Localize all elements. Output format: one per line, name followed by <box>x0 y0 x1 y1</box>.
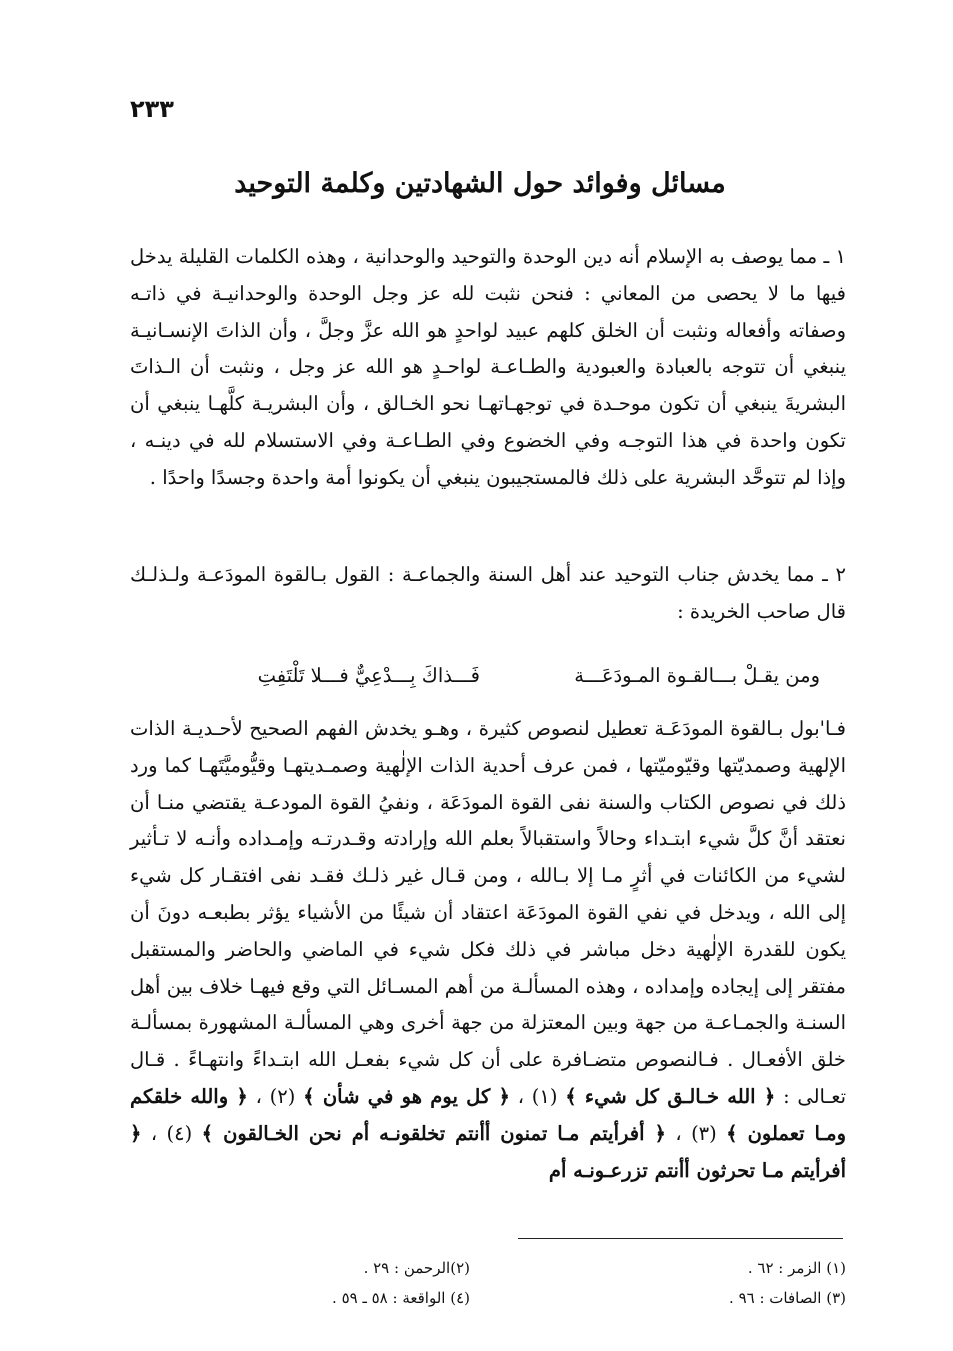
paragraph-3-text: فـا'بول بـالقوة المودَعَـة تعطيل لنصوص كثيرة ، وهـو يخدش الفهم الصحيح لأحـديـة الذات الإلهية وصمديّتها وقيّوميّتها ، فمن عرف أحدية الذات الإلٰهية وصمـديتهـا وقيُّوميَّتَهـا كما ورد ذلك في نصوص الكتاب والسنة نفى القوة المودَعَة ، ونفيُ القوة المودعـة يقتضي منـا أن نعتقد أنَّ كلَّ شيء ابتـداء وحالاً واستقبالاً بعلم الله وإرادته وقـدرتـه وإمـداده وأنـه لا تـأثير لشيء من الكائنات في أثرٍ مـا إلا بـالله ، ومن قـال غير ذلـك فقـد نفى افتقـار كل شيء إلى الله ، ويدخل في نفي القوة المودَعَة اعتقاد أن شيئًا من الأشياء يؤثر بطبعـه دونَ أن يكون للقدرة الإلٰهية دخل مباشر في ذلك فكل شيء في الماضي والحاضر والمستقبل مفتقر إلى إيجاده وإمداده ، وهذه المسألـة من أهم المسـائل التي وقع فيهـا خلاف بين أهل السنـة والجمـاعـة من جهة وبين المعتزلة من جهة أخرى وهي المسألـة المشهورة بمسألـة خلق الأفعـال . فـالنصوص متضـافرة على أن كل شيء بفعـل الله ابتـداءً وانتهـاءً . قـال تعـالى : <box>130 717 847 1108</box>
quran-quote-3: ﴿ والله خلقكم ومـا تعملون ﴾ <box>130 1084 847 1145</box>
footnote-4: (٤) الواقعة : ٥٨ ـ ٥٩ . <box>332 1289 470 1307</box>
footnote-divider <box>518 1238 843 1239</box>
paragraph-1: ١ ـ مما يوصف به الإسلام أنه دين الوحدة والتوحيد والوحدانية ، وهذه الكلمات القليلة يدخل فيها ما لا يحصى من المعاني : فنحن نثبت لله عز وجل الوحدة والوحدانيـة في ذاتـه وصفاته وأفعاله ونثبت أن الخلق كلهم عبيد لواحدٍ هو الله عزَّ وجلَّ ، وأن الذاتَ الإنسـانيـة ينبغي أن تتوجه بالعبادة والعبودية والطـاعـة لواحـدٍ هو الله عز وجل ، ونثبت أن الـذاتَ البشريةَ ينبغي أن تكون موحـدة في توجهـاتهـا نحو الخـالق ، وأن البشريـة كلَّهـا ينبغي أن تكون واحدة في هذا التوجـه وفي الخضوع وفي الطـاعـة وفي الاستسلام لله في دينـه ، وإذا لم تتوحَّد البشرية على ذلك فالمستجيبون ينبغي أن يكونوا أمة واحدة وجسدًا واحدًا . <box>130 245 846 489</box>
verse-second-hemistich: فَـــذاكَ بِـــدْعِيٌّ فـــلا تَلْتَفِتِ <box>257 664 480 687</box>
verse-first-hemistich: ومن يقـلْ بـــالقـوة المـودَعَـــة <box>574 664 820 687</box>
footnotes <box>300 1253 846 1317</box>
footnote-ref-2: (٢) <box>269 1084 296 1108</box>
quran-quote-1: ﴿ الله خـالـق كل شيء ﴾ <box>565 1084 776 1108</box>
footnote-3: (٣) الصافات : ٩٦ . <box>729 1289 846 1307</box>
quran-quote-5: ﴿ أفرأيتم مـا تحرثون أأنتم تزرعـونـه أم <box>130 1121 846 1182</box>
footnote-2: (٢)الرحمن : ٢٩ . <box>363 1259 470 1277</box>
footnote-1: (١) الزمر : ٦٢ . <box>747 1259 846 1277</box>
page-number: ٢٣٣ <box>130 95 174 123</box>
separator-4: ، <box>150 1121 158 1145</box>
poem-verse <box>160 658 820 694</box>
separator-3: ، <box>675 1121 682 1145</box>
quran-quote-4: ﴿ أفرأيتم مـا تمنون أأنتم تخلقونـه أم نحن الخـالقون ﴾ <box>201 1121 666 1145</box>
separator-2: ، <box>255 1084 262 1108</box>
footnote-ref-1: (١) <box>531 1084 558 1108</box>
quran-quote-2: ﴿ كل يوم هو في شأن ﴾ <box>303 1084 510 1108</box>
footnote-ref-3: (٣) <box>691 1121 717 1145</box>
footnote-ref-4: (٤) <box>166 1121 193 1145</box>
paragraph-3 <box>130 711 846 1189</box>
separator-1: ، <box>517 1084 525 1108</box>
paragraph-2: ٢ ـ مما يخدش جناب التوحيد عند أهل السنة والجماعـة : القول بـالقوة المودَعـة ولـذلـك قال صاحب الخريدة : <box>130 563 846 623</box>
page-title: مسائل وفوائد حول الشهادتين وكلمة التوحيد <box>234 168 726 199</box>
